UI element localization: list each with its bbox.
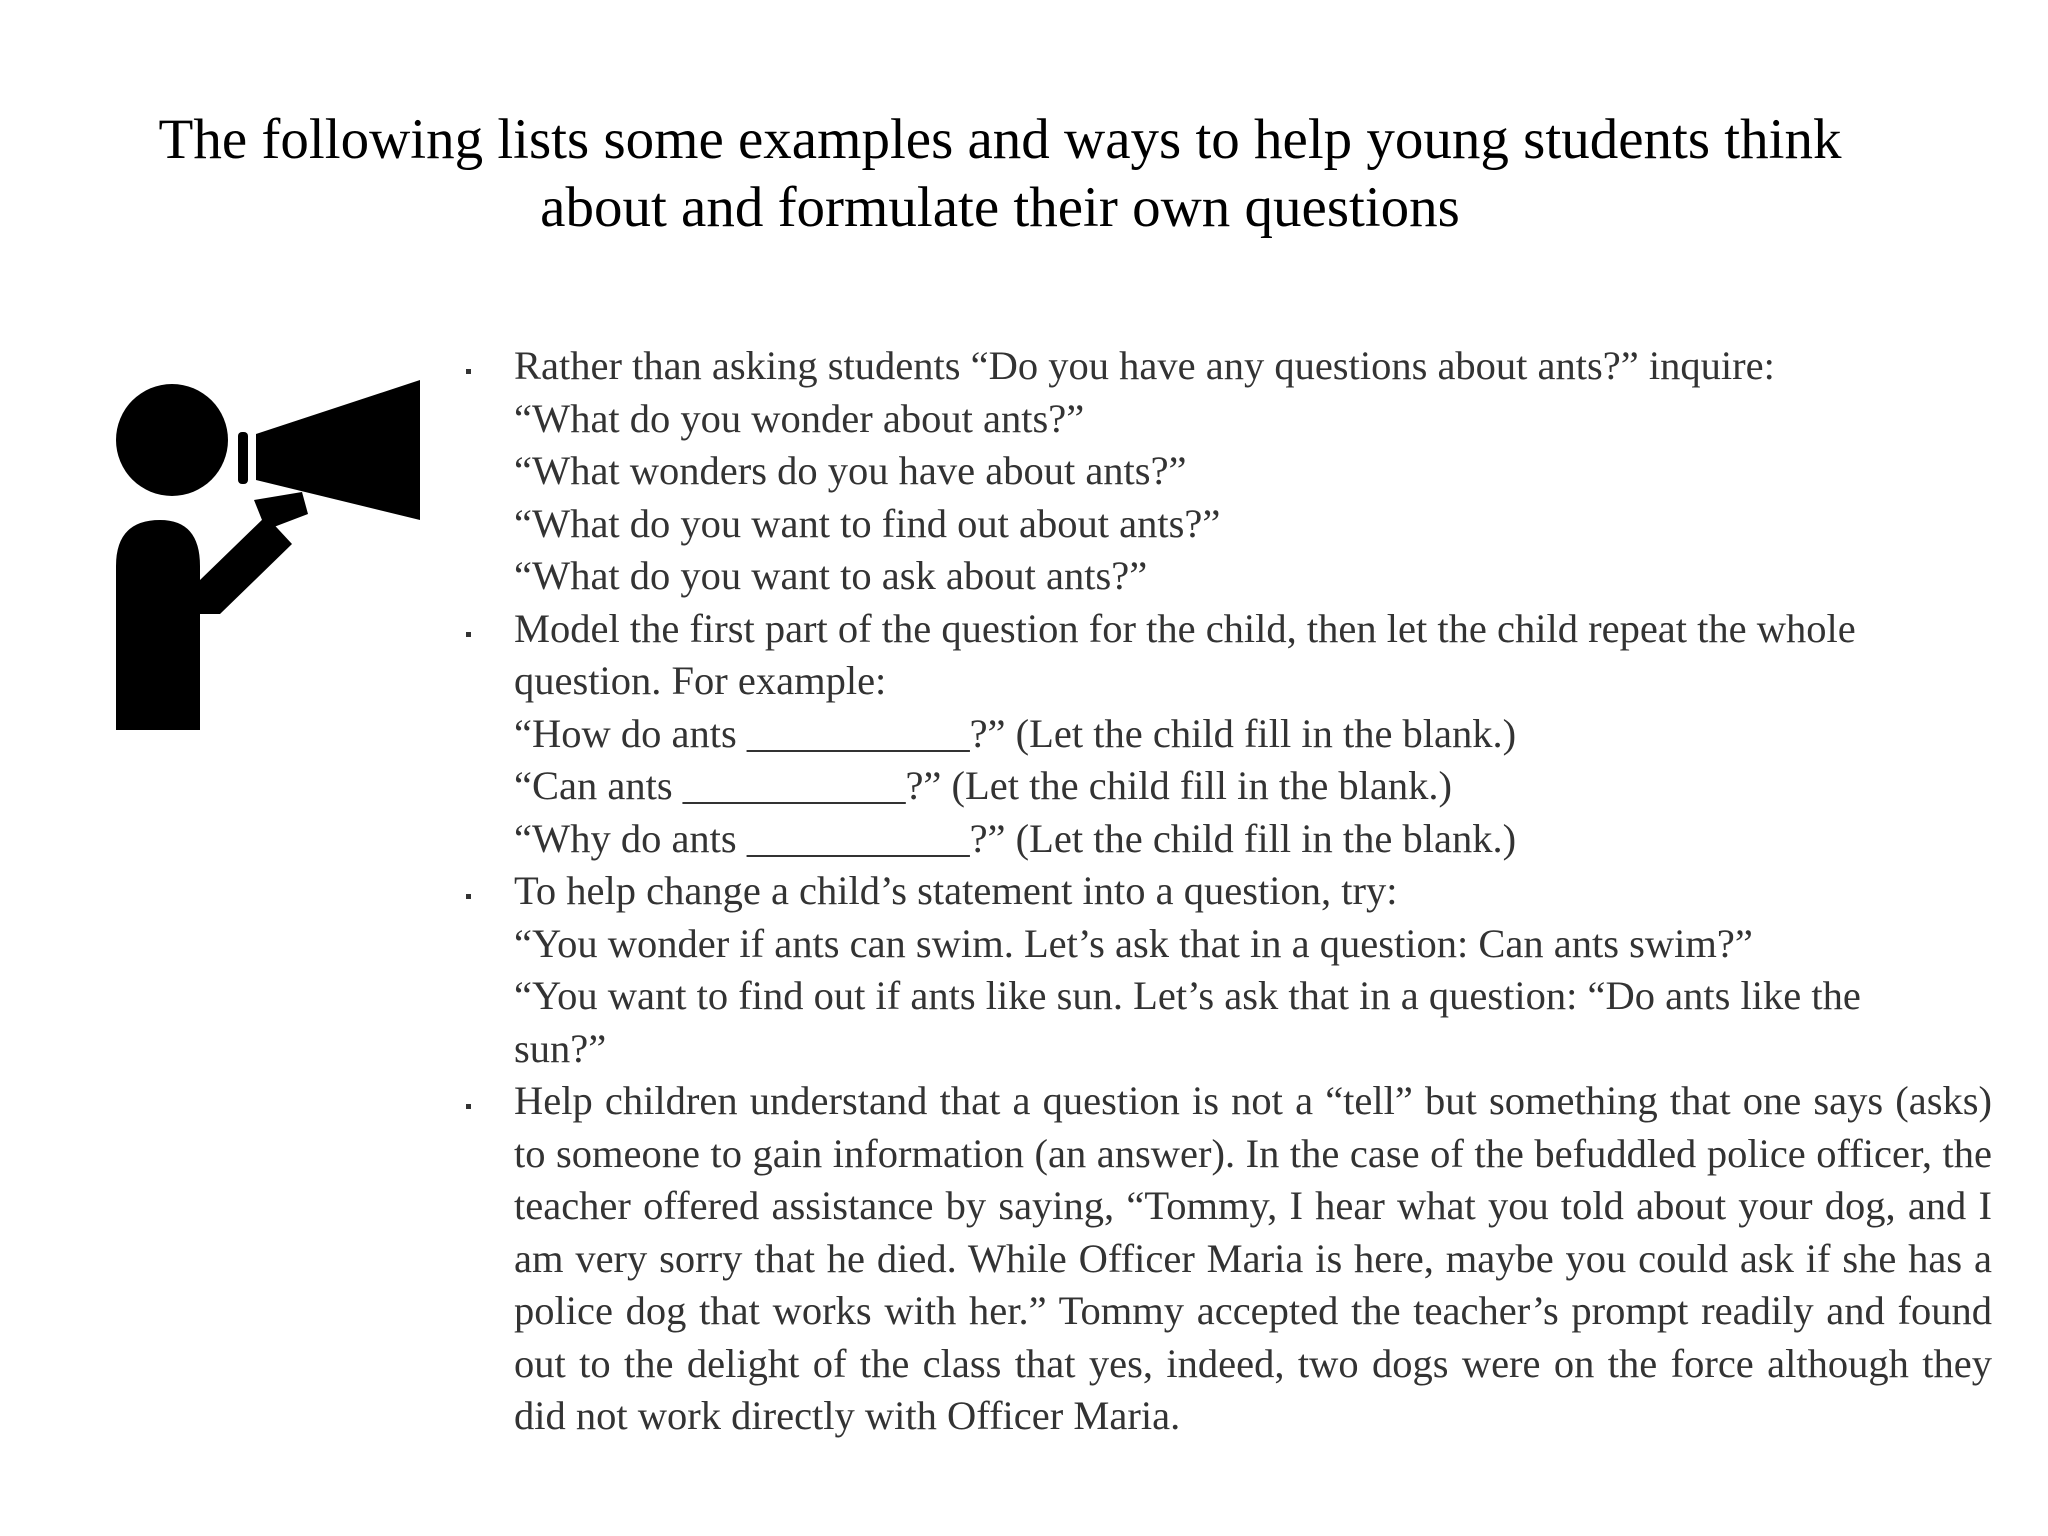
bullet-3-line-3: “You want to find out if ants like sun. Let’s ask that in a question: “Do ants like the xyxy=(514,973,1861,1018)
bullet-3-line-1: To help change a child’s statement into a question, try: xyxy=(514,868,1398,913)
slide-title xyxy=(100,106,1900,242)
bullet-1-line-3: “What wonders do you have about ants?” xyxy=(514,448,1187,493)
bullet-item-question-not-tell xyxy=(462,1075,1992,1443)
slide-title-line-1: The following lists some examples and ways to help young students think xyxy=(158,108,1842,171)
bullet-2-line-3: “How do ants ___________?” (Let the child fill in the blank.) xyxy=(514,710,1517,756)
bullet-1-line-1: Rather than asking students “Do you have any questions about ants?” inquire: xyxy=(514,343,1775,388)
bullet-1-line-5: “What do you want to ask about ants?” xyxy=(514,553,1148,598)
bullet-content xyxy=(462,340,1992,1443)
slide-title-line-2: about and formulate their own questions xyxy=(540,176,1460,239)
bullet-item-ask-wonder xyxy=(462,340,1992,603)
bullet-4-paragraph: Help children understand that a question is not a “tell” but something that one says (asks) to someone to gain information (an answer). In the case of the befuddled police officer, the teacher offered assistance by saying, “Tommy, I hear what you told about your dog, and I am very sorry that he died. While Officer Maria is here, maybe you could ask if she has a police dog that works with her.” Tommy accepted the teacher’s prompt readily and found out to the delight of the class that yes, indeed, two dogs were on the force although they did not work directly with Officer Maria. xyxy=(514,1078,1992,1438)
person-with-megaphone-icon xyxy=(116,380,424,730)
bullet-2-line-1: Model the first part of the question for the child, then let the child repeat the whole xyxy=(514,605,1856,651)
bullet-3-line-2: “You wonder if ants can swim. Let’s ask that in a question: Can ants swim?” xyxy=(514,920,1753,966)
bullet-item-model-question xyxy=(462,603,1992,866)
bullet-2-line-4: “Can ants ___________?” (Let the child fill in the blank.) xyxy=(514,763,1453,808)
bullet-2-line-5: “Why do ants ___________?” (Let the child fill in the blank.) xyxy=(514,815,1517,861)
bullet-3-line-4: sun?” xyxy=(514,1025,607,1071)
bullet-list xyxy=(462,340,1992,1443)
bullet-2-line-2: question. For example: xyxy=(514,658,887,703)
bullet-1-line-2: “What do you wonder about ants?” xyxy=(514,395,1085,441)
bullet-1-line-4: “What do you want to find out about ants?” xyxy=(514,500,1221,546)
bullet-item-statement-to-question xyxy=(462,865,1992,1075)
